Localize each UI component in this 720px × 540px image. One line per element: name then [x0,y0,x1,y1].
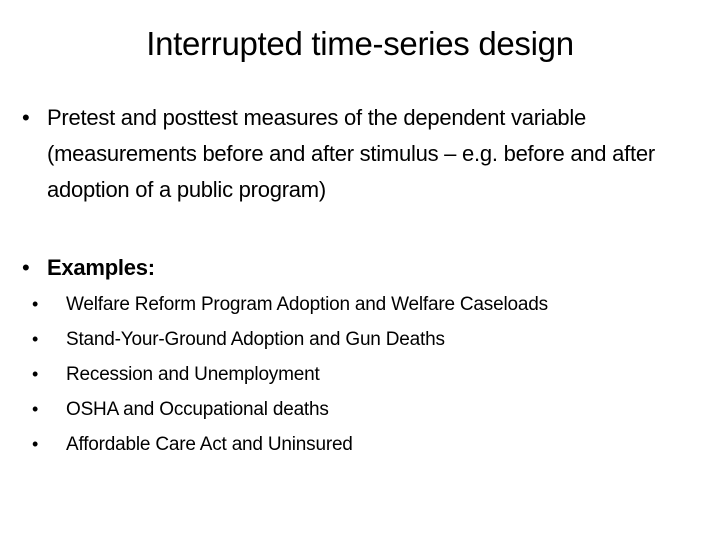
list-item [32,392,692,427]
bullet-marker: • [32,399,39,419]
bullet-marker: • [32,329,39,349]
list-item [32,287,692,322]
bullet-marker: • [32,364,39,384]
bullet-item-definition [22,100,712,208]
bullet-marker: • [32,294,39,314]
example-text: Welfare Reform Program Adoption and Welfare Caseloads [66,294,548,315]
bullet-marker: • [22,105,30,130]
example-text: Stand-Your-Ground Adoption and Gun Deaths [66,329,445,350]
slide-title: Interrupted time-series design [146,25,574,62]
example-text: OSHA and Occupational deaths [66,399,329,420]
list-item [32,427,692,462]
bullet-text-examples: Examples: [47,255,155,280]
bullet-marker: • [22,255,30,280]
examples-list [32,287,692,462]
example-text: Affordable Care Act and Uninsured [66,434,353,455]
bullet-marker: • [32,434,39,454]
list-item [32,322,692,357]
bullet-item-examples [22,250,712,286]
bullet-text-definition: Pretest and posttest measures of the dependent variable (measurements before and after stimulus – e.g. before and after adoption of a public program) [47,105,655,202]
list-item [32,357,692,392]
example-text: Recession and Unemployment [66,364,320,385]
